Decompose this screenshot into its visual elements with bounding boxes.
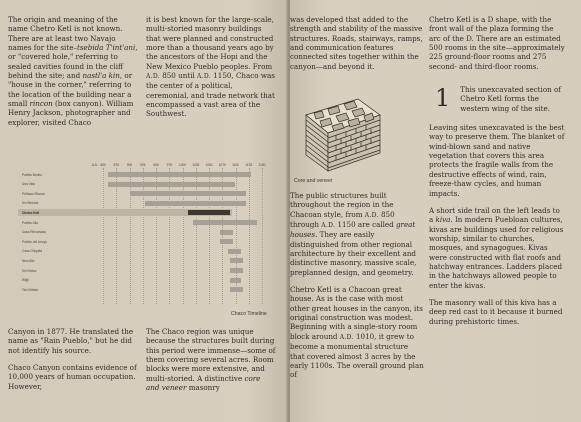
timeline-site-label: Casa Chiquita <box>22 249 43 254</box>
timeline-site-label: Pueblo Bonito <box>22 172 42 177</box>
timeline-site-label: New Alto <box>22 258 35 263</box>
timeline-gridline <box>169 168 170 304</box>
timeline-site-label: Wijiji <box>22 278 29 283</box>
timeline-site-label: Kin Kletso <box>22 268 37 273</box>
timeline-gridline <box>236 168 237 304</box>
timeline-bar <box>188 210 230 215</box>
paragraph-occupation: Chaco Canyon contains evidence of 10,000 years of human occupation. However, <box>8 363 137 391</box>
timeline-gridline <box>130 168 131 304</box>
timeline-bar <box>230 268 243 273</box>
timeline-site-label: Tsin Kletsin <box>22 287 39 292</box>
timeline-tick-label: 900 <box>126 163 133 167</box>
core-and-veneer-illustration <box>294 93 386 173</box>
timeline-bar <box>230 278 241 283</box>
timeline-bar <box>230 287 243 292</box>
timeline-bar <box>145 201 246 206</box>
timeline-bar <box>130 191 247 196</box>
paragraph-chaco-known: it is best known for the large-scale, multi-storied masonry buildings that were planned and constructed more than a thousand years ago by the ancestors of the Hopi and the New Mexico Pueblo peoples. From A.D. 850 until A.D. 1150, Chaco was the center of a political, ceremonial, and trade network that encompassed a vast area of the Southwest. <box>146 15 275 119</box>
illustration-caption: Core and veneer <box>294 178 333 184</box>
stop-number: 1 <box>435 84 451 113</box>
timeline-gridline <box>262 168 263 304</box>
paragraph-chaco-unique: The Chaco region was unique because the structures built during this period were immense—some of them covering several acres. Room blocks were more extensive, and multi-storied. A distinctive core and veneer masonry <box>146 327 276 393</box>
timeline-site-label: Una Vida <box>22 182 36 187</box>
timeline-tick-label: 950 <box>153 163 159 167</box>
timeline-tick-label: 1075 <box>218 163 226 167</box>
timeline-bar <box>193 220 257 225</box>
timeline-gridline <box>103 168 104 304</box>
timeline-bar <box>228 249 241 254</box>
paragraph-masonry-wall: The masonry wall of this kiva has a deep red cast to it because it burned during prehistoric times. <box>429 297 563 326</box>
timeline-tick-label: 1125 <box>245 163 253 167</box>
timeline-gridline <box>196 168 197 304</box>
timeline-gridline <box>116 168 117 304</box>
timeline-site-label: Peñasco Blanco <box>22 191 46 196</box>
left-col2-bottom <box>146 327 276 392</box>
timeline-bar <box>108 182 235 187</box>
timeline-tick-label: 1100 <box>232 163 239 167</box>
timeline-gridline <box>209 168 210 304</box>
timeline-tick-label: 850 <box>100 163 106 167</box>
timeline-tick-label: A.D. <box>91 163 99 167</box>
timeline-tick-label: 1025 <box>192 163 200 167</box>
left-page <box>0 0 289 422</box>
timeline-gridline <box>143 168 144 304</box>
left-col1-bottom <box>8 327 139 391</box>
timeline-site-label: Kin Bineola <box>22 201 39 206</box>
timeline-bar <box>220 230 233 235</box>
timeline-gridline <box>156 168 157 304</box>
timeline-bar <box>230 258 243 263</box>
timeline-bar <box>108 172 251 177</box>
timeline-caption: Chaco Timeline <box>231 311 267 317</box>
paragraph-great-houses: The public structures built throughout the region in the Chacoan style, from A.D. 850 through A.D. 1150 are called great houses. They are easily distinguished from other regional architecture by their excellent and distinctive masonry, massive scale, preplanned design, and geometry. <box>290 191 417 277</box>
right-col3-bottom <box>290 191 424 380</box>
timeline-site-label: Casa Rinconada <box>22 230 46 235</box>
paragraph-d-shape: Chetro Ketl is a D shape, with the front wall of the plaza forming the arc of the D. There are an estimated 500 rooms in the site—approximately 225 ground-floor rooms and 275 second- and third-floor rooms. <box>429 15 565 71</box>
timeline-tick-label: 925 <box>140 163 146 167</box>
paragraph-rain-pueblo: Canyon in 1877. He translated the name as "Rain Pueblo," but he did not identify his source. <box>8 327 134 355</box>
timeline-tick-label: 875 <box>113 163 119 167</box>
paragraph-kiva: A short side trail on the left leads to a kiva. In modern Puebloan cultures, kivas are buildings used for religious worship, similar to churches, mosques, and synagogues. Kivas were constructed with flat roofs and hatchway entrances. Ladders placed in the hatchways allowed people to enter the kivas. <box>429 205 564 290</box>
timeline-site-label: Chetro Ketl <box>22 210 40 215</box>
timeline-tick-label: 1150 <box>258 163 266 167</box>
right-col4 <box>429 15 565 326</box>
right-page <box>290 0 581 422</box>
paragraph-unexcavated: Leaving sites unexcavated is the best way to preserve them. The blanket of wind-blown sand and native vegetation that covers this area protects the fragile walls from the destructive effects of wind, rain, freeze-thaw cycles, and human impacts. <box>429 123 565 198</box>
paragraph-developed: was developed that added to the strength and stability of the massive structures. Roads, stairways, ramps, and communication features connected sites together within the canyon—and beyond it. <box>290 15 423 71</box>
paragraph-origin: The origin and meaning of the name Chetro Ketl is not known. There are at least two Navajo names for the site–tsebida T'int'ani, or "covered hole," referring to sealed cavities found in the cliff behind the site; and nastl'a kin, or "house in the corner," referring to the location of the building near a small rincon (box canyon). William Henry Jackson, photographer and explorer, visited Chaco <box>8 15 138 127</box>
timeline-tick-label: 1000 <box>178 163 187 167</box>
timeline-bar <box>220 239 233 244</box>
timeline-gridline <box>222 168 223 304</box>
timeline-tick-label: 1050 <box>205 163 213 167</box>
timeline-gridline <box>183 168 184 304</box>
right-col3-top <box>290 15 424 71</box>
timeline-tick-label: 975 <box>166 163 172 167</box>
paragraph-chetro-ketl-great-house: Chetro Ketl is a Chacoan great house. As is the case with most other great houses in the canyon, its original construction was modest. Beginning with a single-story room block around A.D. 1010, it grew to become a monumental structure that covered almost 3 acres by the early 1100s. The overall ground plan of <box>290 285 424 380</box>
timeline-site-label: Pueblo Alto <box>22 220 39 225</box>
timeline-site-label: Pueblo del Arroyo <box>22 239 48 244</box>
timeline-gridline <box>249 168 250 304</box>
stop-1: 1 This unexcavated section of Chetro Ketl forms the western wing of the site. <box>435 84 561 113</box>
